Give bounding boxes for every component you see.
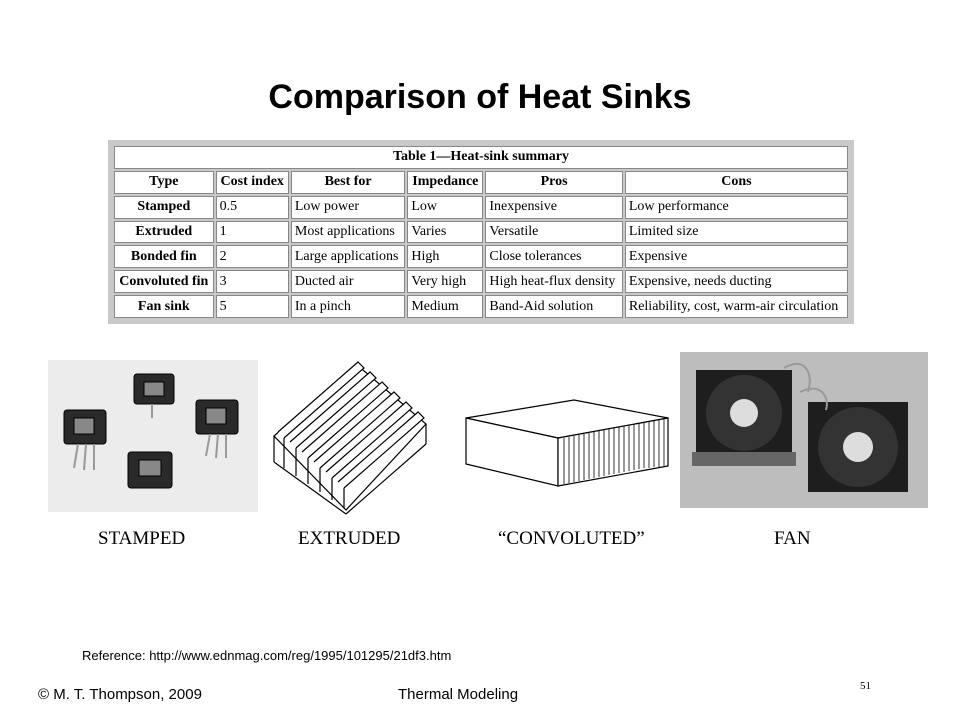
table-row — [114, 196, 848, 219]
stamped-heat-sink-image — [48, 360, 258, 512]
table-cell-type: Fan sink — [114, 295, 214, 318]
table-cell: Versatile — [485, 221, 622, 244]
table-cell: 3 — [216, 270, 289, 293]
column-header: Pros — [485, 171, 622, 194]
table-cell: Expensive, needs ducting — [625, 270, 848, 293]
table-cell: Low performance — [625, 196, 848, 219]
table-cell: 0.5 — [216, 196, 289, 219]
column-header: Best for — [291, 171, 405, 194]
table-cell: Limited size — [625, 221, 848, 244]
page-number: 51 — [860, 680, 871, 692]
table-header-row — [114, 171, 848, 194]
table-cell: 1 — [216, 221, 289, 244]
table-row — [114, 295, 848, 318]
table-cell-type: Extruded — [114, 221, 214, 244]
table-cell: 5 — [216, 295, 289, 318]
stamped-label: STAMPED — [98, 528, 186, 549]
heat-sink-summary-table — [112, 144, 850, 320]
table-row — [114, 221, 848, 244]
table-caption: Table 1—Heat-sink summary — [114, 146, 848, 169]
table-cell: Very high — [407, 270, 483, 293]
table-cell: Inexpensive — [485, 196, 622, 219]
table-cell: Large applications — [291, 245, 405, 268]
table-cell: Reliability, cost, warm-air circulation — [625, 295, 848, 318]
table-cell: Medium — [407, 295, 483, 318]
footer-copyright: © M. T. Thompson, 2009 — [38, 686, 202, 703]
table-cell: Band-Aid solution — [485, 295, 622, 318]
table-cell: Close tolerances — [485, 245, 622, 268]
convoluted-label: “CONVOLUTED” — [498, 528, 645, 549]
column-header: Cons — [625, 171, 848, 194]
reference-text: Reference: http://www.ednmag.com/reg/1995/101295/21df3.htm — [82, 648, 452, 663]
table-caption-row — [114, 146, 848, 169]
table-cell-type: Convoluted fin — [114, 270, 214, 293]
convoluted-heat-sink-image — [462, 396, 672, 490]
heat-sink-table-frame — [108, 140, 854, 324]
slide-title: Comparison of Heat Sinks — [268, 78, 692, 116]
column-header: Type — [114, 171, 214, 194]
table-row — [114, 245, 848, 268]
extruded-heat-sink-image — [266, 358, 438, 518]
table-cell: Varies — [407, 221, 483, 244]
footer-course: Thermal Modeling — [398, 686, 519, 703]
table-cell-type: Bonded fin — [114, 245, 214, 268]
column-header: Cost index — [216, 171, 289, 194]
table-cell: High — [407, 245, 483, 268]
extruded-label: EXTRUDED — [298, 528, 401, 549]
table-row — [114, 270, 848, 293]
table-cell: High heat-flux density — [485, 270, 622, 293]
column-header: Impedance — [407, 171, 483, 194]
table-cell: In a pinch — [291, 295, 405, 318]
table-cell: Low power — [291, 196, 405, 219]
table-cell: Low — [407, 196, 483, 219]
table-cell: Expensive — [625, 245, 848, 268]
table-cell: Ducted air — [291, 270, 405, 293]
table-cell: Most applications — [291, 221, 405, 244]
fan-label: FAN — [774, 528, 811, 549]
table-cell-type: Stamped — [114, 196, 214, 219]
table-cell: 2 — [216, 245, 289, 268]
fan-heat-sink-image — [680, 352, 928, 508]
